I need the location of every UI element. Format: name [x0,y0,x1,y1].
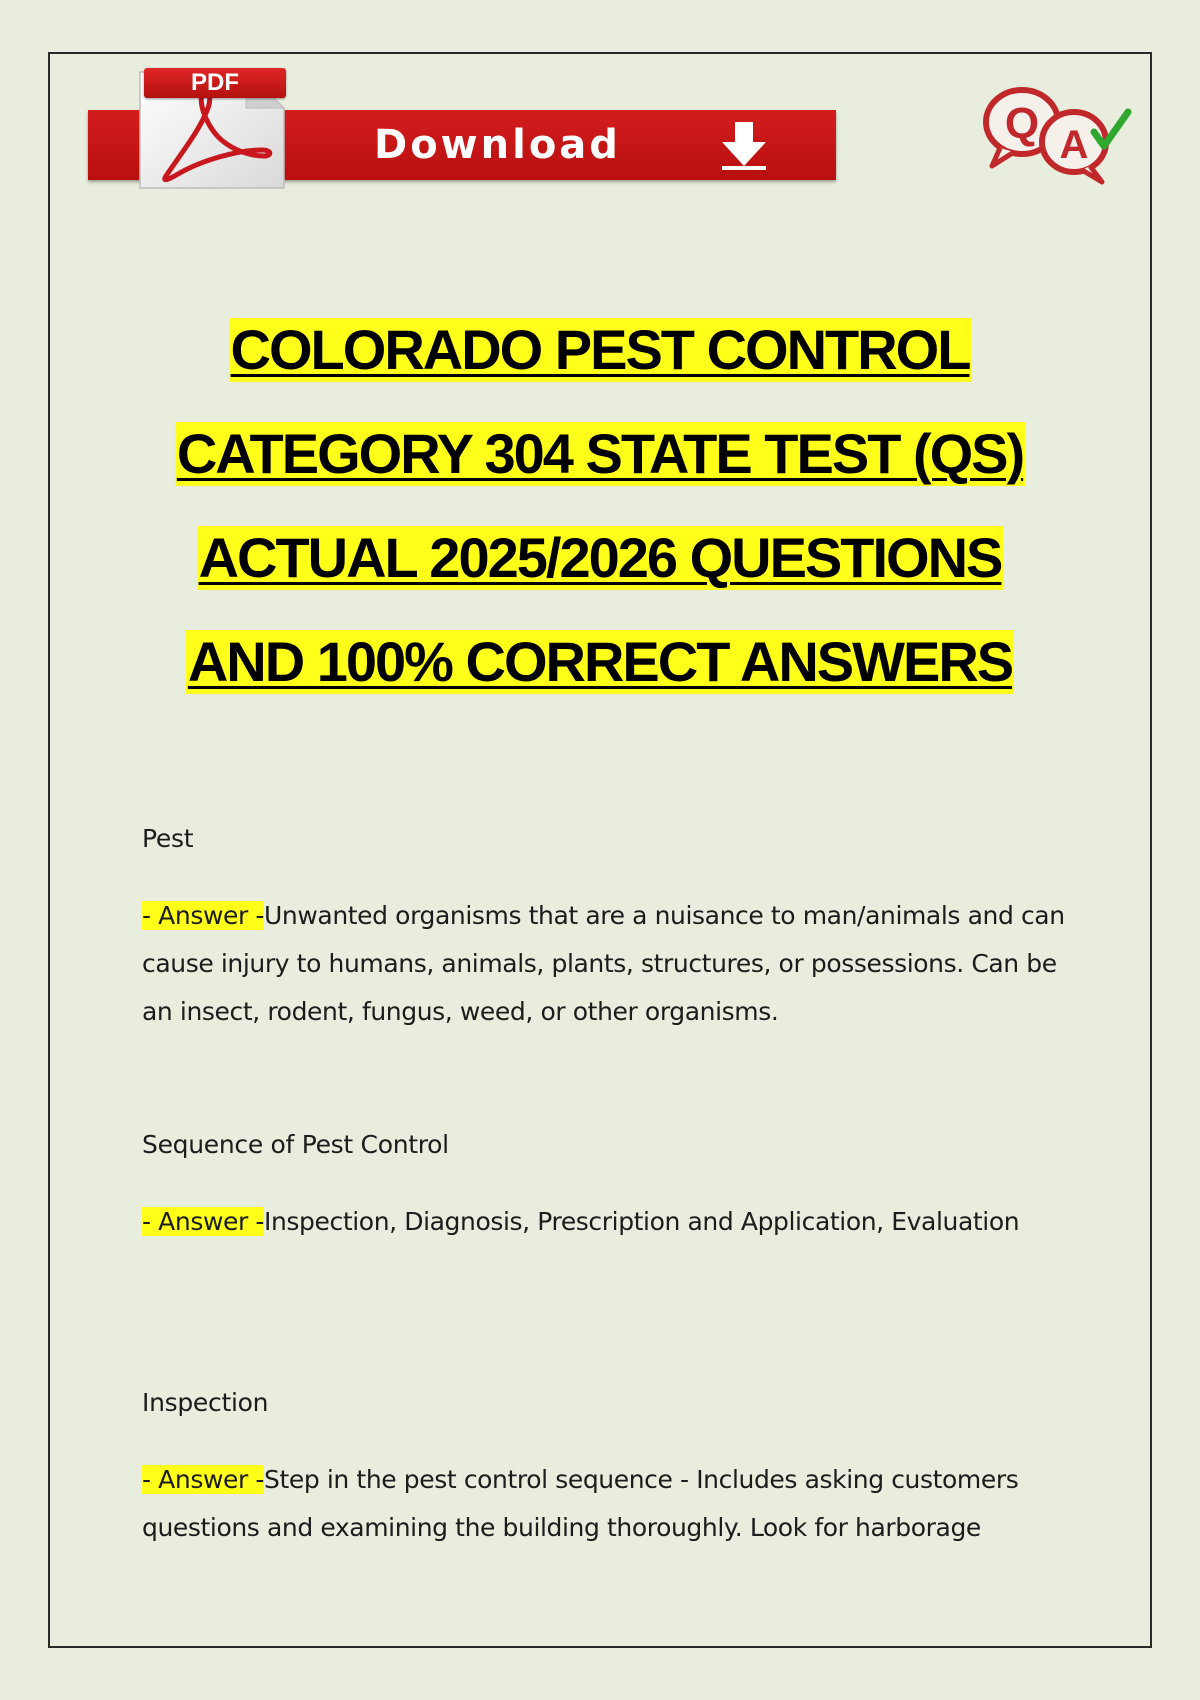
answer-text: Unwanted organisms that are a nuisance to man/animals and can cause injury to humans, animals, plants, structures, or possessions. Can be an insect, rodent, fungus, weed, or other organisms. [142,901,1065,1026]
download-arrow-icon[interactable] [716,120,772,172]
question: Pest [142,824,194,853]
answer [142,1456,1082,1552]
a-bubble-icon [1042,112,1106,182]
answer-text: Step in the pest control sequence - Includes asking customers questions and examining the building thoroughly. Look for harborage [142,1465,1019,1542]
title-line-2: CATEGORY 304 STATE TEST (QS) [176,422,1024,485]
qa-item-sequence [142,1128,1082,1246]
question: Sequence of Pest Control [142,1130,449,1159]
pdf-file-icon [138,64,286,190]
pdf-download-banner[interactable] [88,64,836,190]
answer-text: Inspection, Diagnosis, Prescription and Application, Evaluation [264,1207,1020,1236]
q-letter: Q [1004,99,1040,148]
answer-prefix: - Answer - [142,901,265,930]
answer [142,1198,1082,1246]
pdf-label: PDF [144,68,286,98]
answer-prefix: - Answer - [142,1207,265,1236]
qa-check-logo [978,82,1138,188]
a-letter: A [1059,123,1089,167]
download-label[interactable]: Download [374,122,621,168]
answer [142,892,1082,1036]
document-title [60,318,1140,734]
title-line-1: COLORADO PEST CONTROL [230,318,970,381]
title-line-4: AND 100% CORRECT ANSWERS [187,630,1013,693]
qa-item-inspection [142,1386,1082,1552]
qa-item-pest [142,822,1082,1036]
question: Inspection [142,1388,269,1417]
answer-prefix: - Answer - [142,1465,265,1494]
title-line-3: ACTUAL 2025/2026 QUESTIONS [198,526,1002,589]
